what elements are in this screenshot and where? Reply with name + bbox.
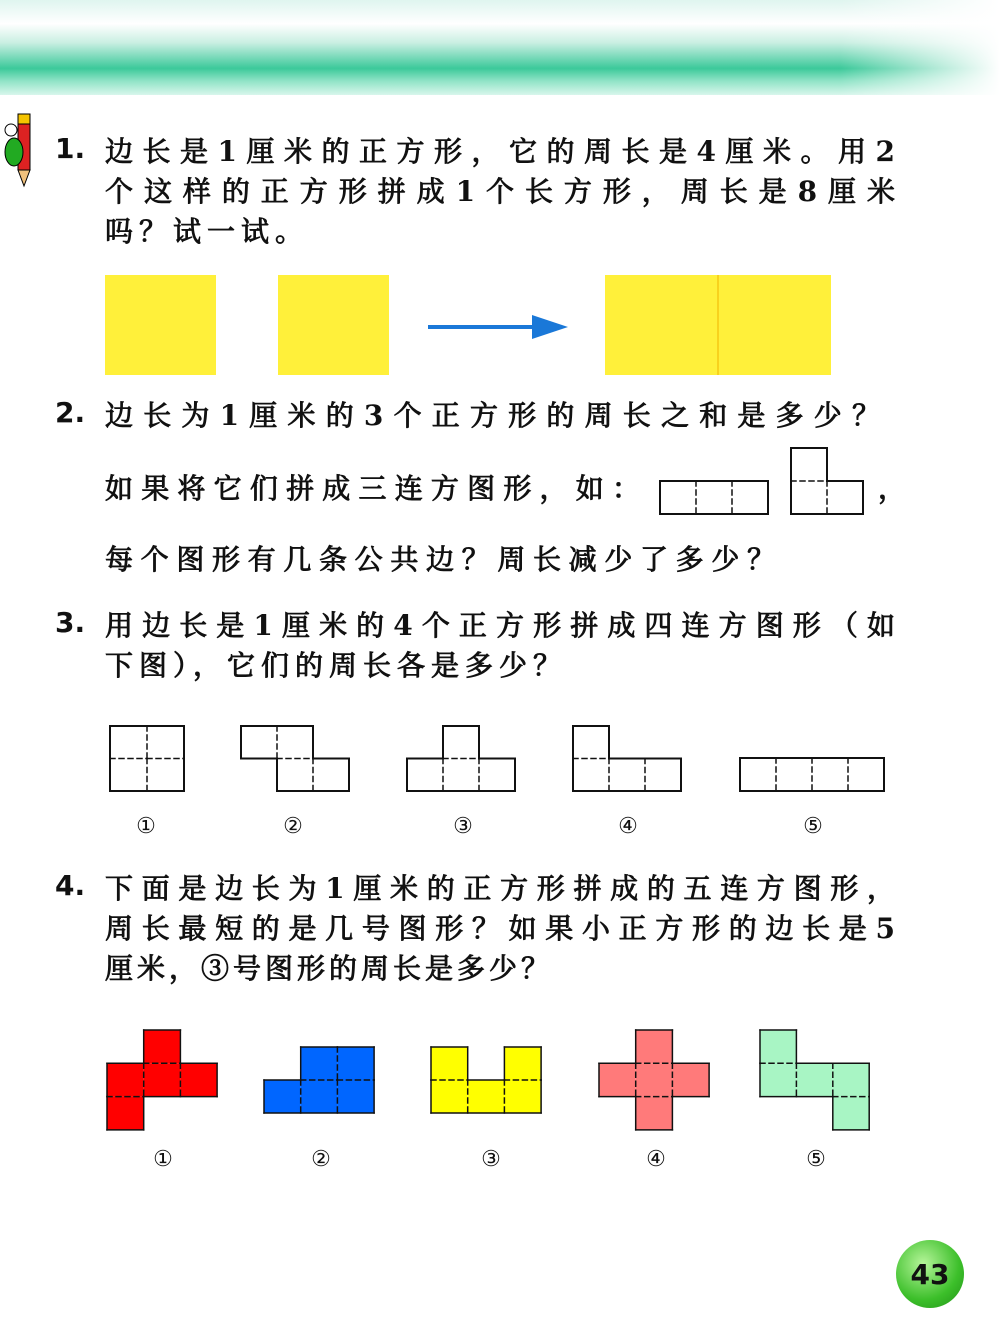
question-4-number: 4. [55,869,86,902]
unit-square [812,758,848,791]
question-1-text: 吗？试一试。 [105,215,310,248]
unit-square [827,481,863,514]
question-3-text: 下图），它们的周长各是多少？ [105,649,568,682]
unit-square [407,759,443,792]
unit-square [301,1080,338,1113]
tetromino-label: ④ [618,814,638,839]
unit-square [147,726,184,759]
unit-square [301,1047,338,1080]
unit-square [443,759,479,792]
unit-square [573,759,609,792]
unit-square [277,759,313,792]
question-2-comma: ， [878,472,913,505]
unit-square [277,726,313,759]
pentomino-label: ⑤ [806,1147,826,1172]
unit-square [599,1063,636,1096]
pentomino-3 [431,1047,541,1113]
unit-square [645,759,681,792]
pentomino-4 [599,1030,709,1130]
unit-square [107,1063,144,1096]
tetromino-2 [241,726,349,791]
tetromino-1 [110,726,184,791]
pentomino-1 [107,1030,217,1130]
unit-square [672,1063,709,1096]
tetromino-label: ② [283,814,303,839]
tetromino-4 [573,726,681,791]
unit-square [833,1063,869,1096]
unit-square [479,759,515,792]
question-2-text: 如果将它们拼成三连方图形，如： [105,472,640,505]
unit-square [431,1047,468,1080]
pentomino-label: ① [153,1147,173,1172]
tetromino-3 [407,726,515,791]
triomino-l [791,448,863,514]
unit-square [241,726,277,759]
unit-square [776,758,812,791]
pentomino-label: ④ [646,1147,666,1172]
unit-square [107,1097,144,1130]
unit-square [796,1063,832,1096]
unit-square [791,448,827,481]
unit-square [636,1063,673,1096]
tetromino-label: ⑤ [803,814,823,839]
unit-square [337,1080,374,1113]
question-4-text: 下面是边长为1厘米的正方形拼成的五连方图形， [105,872,895,905]
unit-square [110,759,147,792]
unit-square [443,726,479,759]
unit-square [760,1030,796,1063]
question-3-number: 3. [55,606,86,639]
page-number-badge: 43 [896,1240,964,1308]
unit-square [740,758,776,791]
tetromino-5 [740,758,884,791]
tetromino-label: ① [136,814,156,839]
unit-square [110,726,147,759]
question-1-number: 1. [55,132,86,165]
question-1-text: 边长是1厘米的正方形，它的周长是4厘米。用2 [105,135,895,168]
question-3-text: 用边长是1厘米的4个正方形拼成四连方图形（如 [105,609,895,642]
unit-square [732,481,768,514]
unit-square [848,758,884,791]
unit-square [760,1063,796,1096]
question-2-text: 每个图形有几条公共边？周长减少了多少？ [105,543,775,576]
pentomino-5 [760,1030,869,1130]
unit-square [660,481,696,514]
pentomino-label: ③ [481,1147,501,1172]
tetromino-label: ③ [453,814,473,839]
unit-square [609,759,645,792]
unit-square [313,759,349,792]
unit-square [504,1080,541,1113]
unit-square [337,1047,374,1080]
question-1-text: 个这样的正方形拼成1个长方形，周长是8厘米 [105,175,895,208]
question-4-text: 周长最短的是几号图形？如果小正方形的边长是5 [105,912,895,945]
unit-square [264,1080,301,1113]
unit-square [791,481,827,514]
unit-square [468,1080,505,1113]
unit-square [573,726,609,759]
question-2-number: 2. [55,396,86,429]
triomino-straight [660,481,768,514]
unit-square [696,481,732,514]
question-2-text: 边长为1厘米的3个正方形的周长之和是多少？ [105,399,880,432]
unit-square [144,1030,181,1063]
unit-square [431,1080,468,1113]
unit-square [147,759,184,792]
unit-square [180,1063,217,1096]
question-4-text: 厘米，③号图形的周长是多少？ [105,952,554,985]
pentomino-2 [264,1047,374,1113]
unit-square [636,1030,673,1063]
unit-square [504,1047,541,1080]
unit-square [636,1097,673,1130]
pentomino-label: ② [311,1147,331,1172]
unit-square [144,1063,181,1096]
unit-square [833,1097,869,1130]
